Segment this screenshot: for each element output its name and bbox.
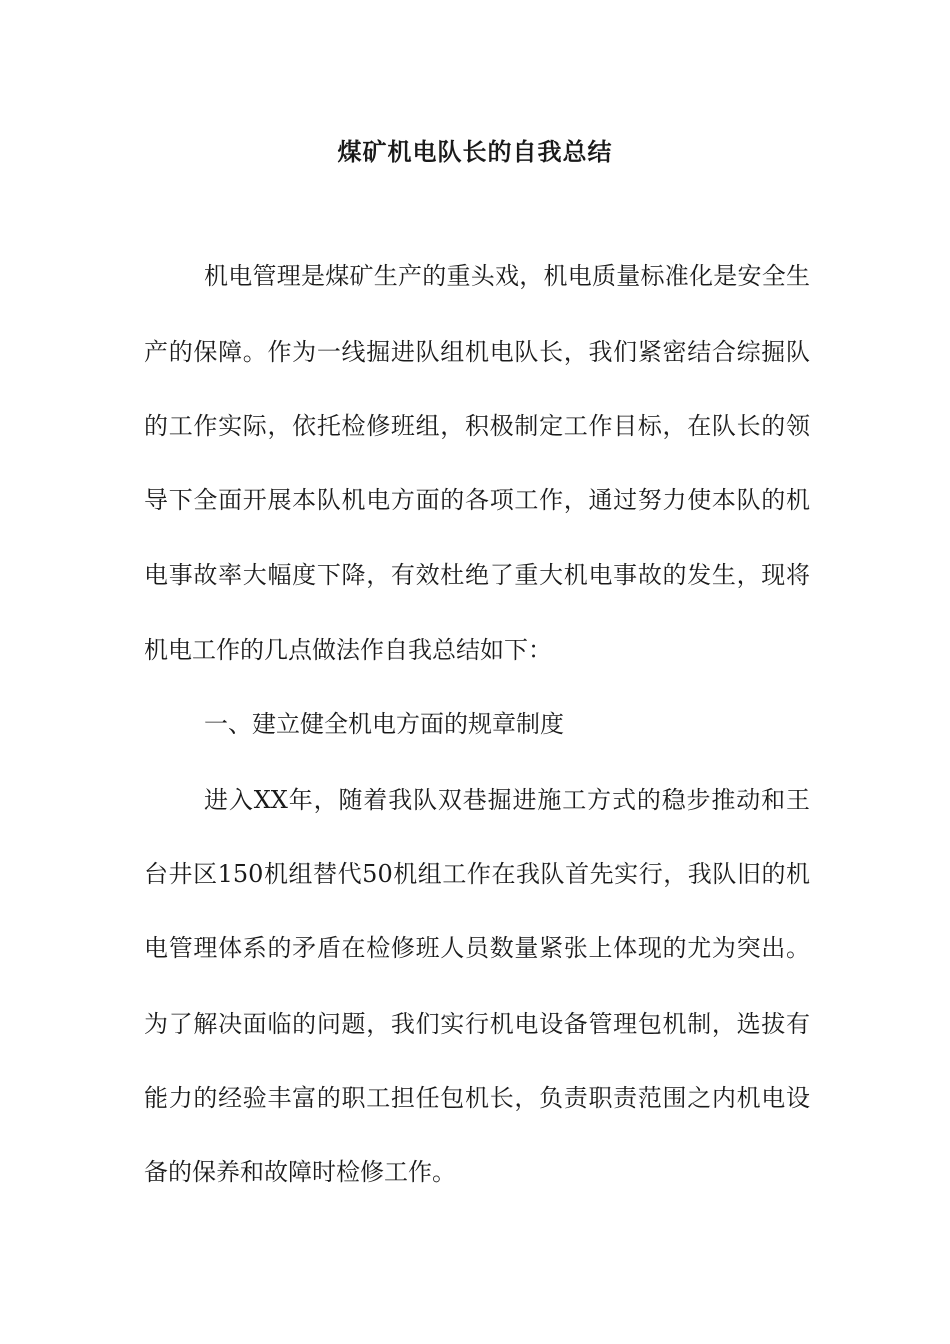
paragraph-line: 的工作实际，依托检修班组，积极制定工作目标，在队长的领 — [144, 412, 810, 440]
paragraph-line: 台井区150机组替代50机组工作在我队首先实行，我队旧的机 — [144, 860, 810, 888]
paragraph-line: 为了解决面临的问题，我们实行机电设备管理包机制，选拔有 — [144, 1010, 810, 1038]
document-title: 煤矿机电队长的自我总结 — [337, 137, 613, 166]
paragraph-line: 导下全面开展本队机电方面的各项工作，通过努力使本队的机 — [144, 486, 810, 514]
paragraph-line: 能力的经验丰富的职工担任包机长，负责职责范围之内机电设 — [144, 1084, 810, 1112]
paragraph-line: 电事故率大幅度下降，有效杜绝了重大机电事故的发生，现将 — [144, 561, 810, 589]
paragraph-line: 机电工作的几点做法作自我总结如下： — [144, 636, 552, 664]
paragraph-line: 机电管理是煤矿生产的重头戏，机电质量标准化是安全生 — [204, 262, 810, 290]
paragraph-line: 产的保障。作为一线掘进队组机电队长，我们紧密结合综掘队 — [144, 338, 810, 366]
section-heading: 一、建立健全机电方面的规章制度 — [204, 710, 564, 738]
paragraph-line: 进入XX年，随着我队双巷掘进施工方式的稳步推动和王 — [204, 786, 810, 814]
paragraph-line: 备的保养和故障时检修工作。 — [144, 1158, 456, 1186]
paragraph-line: 电管理体系的矛盾在检修班人员数量紧张上体现的尤为突出。 — [144, 934, 810, 962]
